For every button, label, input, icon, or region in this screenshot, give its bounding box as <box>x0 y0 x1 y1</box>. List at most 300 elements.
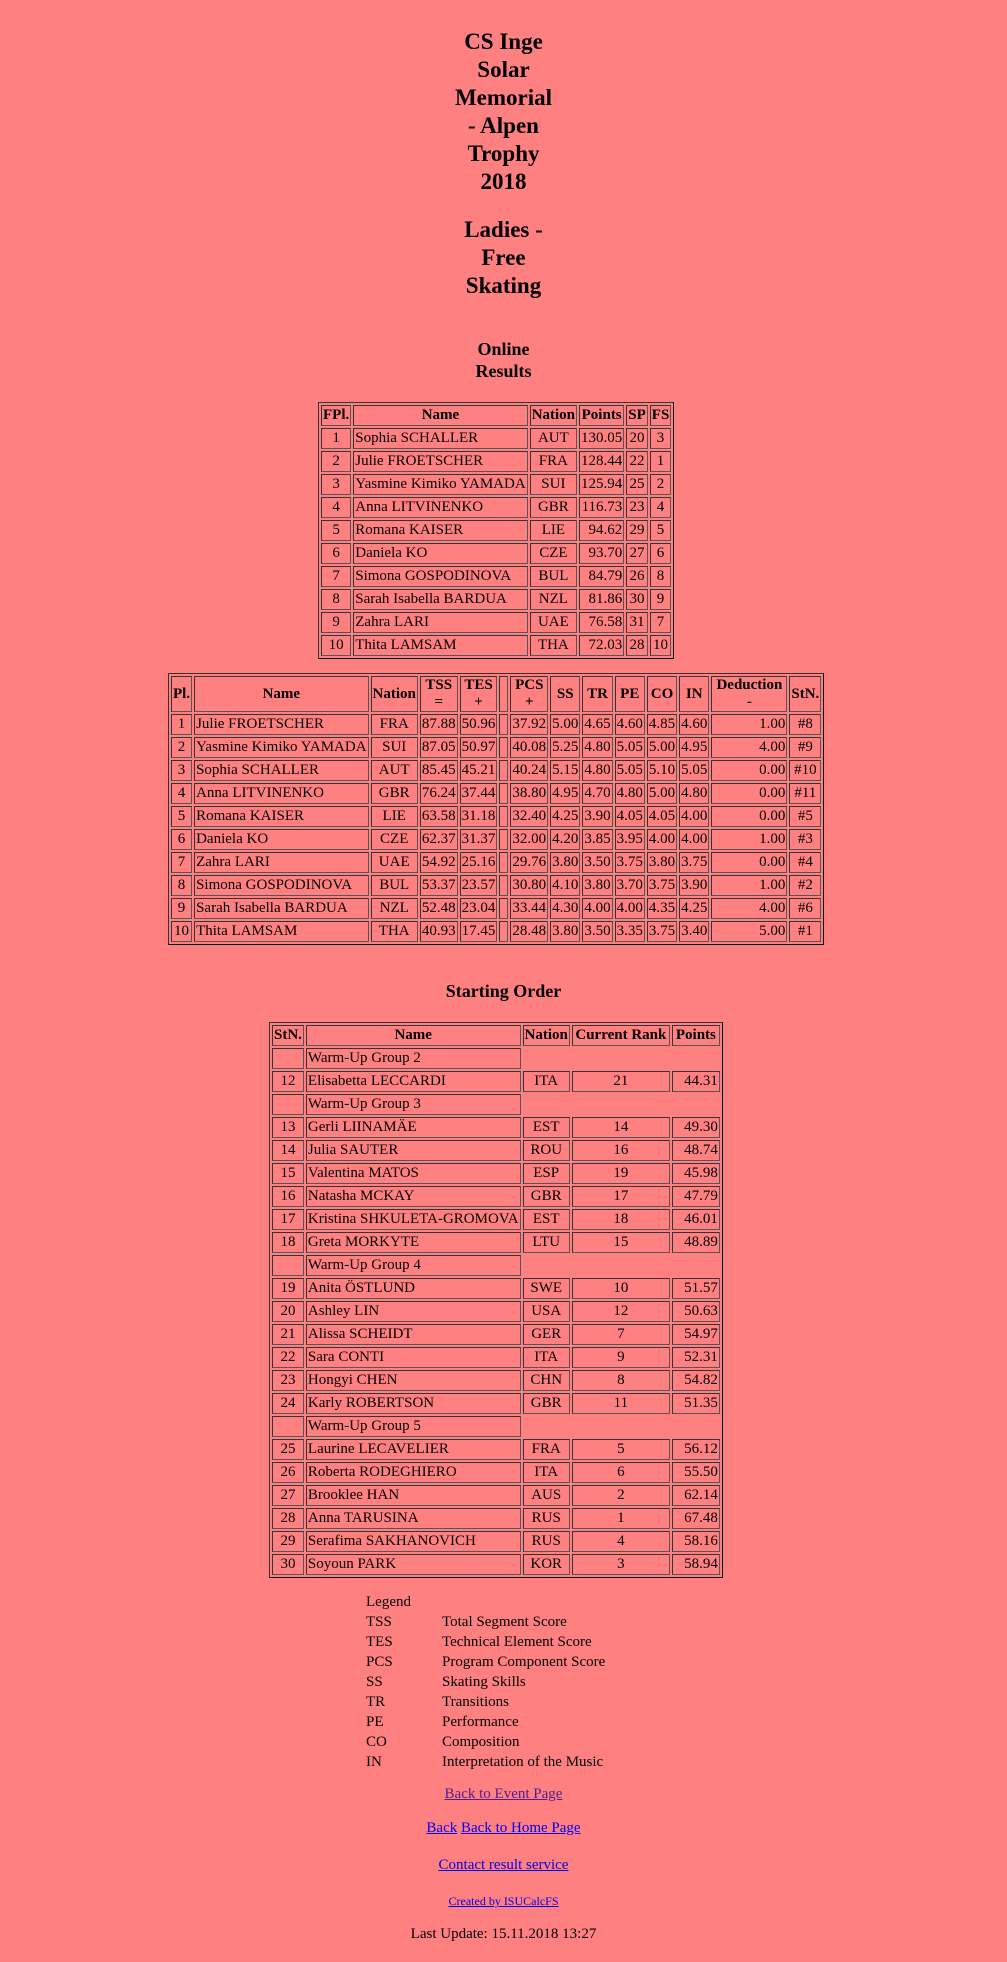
detail-cell: 4.00 <box>711 737 787 758</box>
order-cell: LTU <box>523 1232 570 1253</box>
detail-cell: 4.05 <box>647 806 677 827</box>
detail-cell: 5.00 <box>550 714 580 735</box>
detail-row <box>171 714 821 735</box>
detail-cell: 3.50 <box>582 921 612 942</box>
detail-cell: 3.80 <box>582 875 612 896</box>
detail-cell: Julie FROETSCHER <box>194 714 368 735</box>
order-cell: 26 <box>272 1462 304 1483</box>
page-title <box>0 28 1007 196</box>
online-cell: Zahra LARI <box>353 612 527 633</box>
detail-cell: 1.00 <box>711 875 787 896</box>
online-cell: 3 <box>650 428 672 449</box>
detail-cell: 1.00 <box>711 829 787 850</box>
online-cell: 128.44 <box>579 451 624 472</box>
order-header-cell: Current Rank <box>572 1025 670 1046</box>
legend-text: Composition <box>442 1734 520 1750</box>
detail-header-cell <box>194 676 368 712</box>
order-cell: 11 <box>572 1393 670 1414</box>
order-row <box>272 1508 720 1529</box>
legend-title: Legend <box>366 1594 411 1610</box>
order-row <box>272 1301 720 1322</box>
order-cell: ESP <box>523 1163 570 1184</box>
detail-cell: 3.50 <box>582 852 612 873</box>
order-cell: Laurine LECAVELIER <box>306 1439 521 1460</box>
online-cell: FRA <box>530 451 577 472</box>
order-cell-empty <box>272 1094 304 1115</box>
detail-cell: 5.00 <box>647 737 677 758</box>
order-cell-empty <box>523 1094 720 1115</box>
online-cell: 4 <box>321 497 351 518</box>
order-cell: Sara CONTI <box>306 1347 521 1368</box>
order-cell: 12 <box>272 1071 304 1092</box>
order-cell: RUS <box>523 1508 570 1529</box>
order-cell-empty <box>272 1255 304 1276</box>
online-row <box>321 428 671 449</box>
detail-cell: 9 <box>171 898 192 919</box>
detail-header-cell <box>679 676 709 712</box>
online-results-heading <box>0 338 1007 382</box>
detail-header-cell <box>582 676 612 712</box>
order-cell: 48.89 <box>672 1232 720 1253</box>
order-row <box>272 1117 720 1138</box>
order-cell: 12 <box>572 1301 670 1322</box>
order-cell: 3 <box>572 1554 670 1575</box>
detail-cell <box>499 875 508 896</box>
detail-header-top: Deduction <box>716 677 783 693</box>
order-row <box>272 1531 720 1552</box>
detail-cell: Yasmine Kimiko YAMADA <box>194 737 368 758</box>
detail-cell: 5.05 <box>615 737 645 758</box>
online-cell: 28 <box>626 635 648 656</box>
detail-cell: 10 <box>171 921 192 942</box>
order-cell: SWE <box>523 1278 570 1299</box>
order-row <box>272 1554 720 1575</box>
online-cell: 94.62 <box>579 520 624 541</box>
detail-cell: 17.45 <box>460 921 498 942</box>
order-cell: 15 <box>572 1232 670 1253</box>
order-cell: 14 <box>572 1117 670 1138</box>
detail-cell: 40.08 <box>510 737 548 758</box>
order-cell: Valentina MATOS <box>306 1163 521 1184</box>
order-cell: 18 <box>272 1232 304 1253</box>
detail-cell: 45.21 <box>460 760 498 781</box>
detail-cell <box>499 714 508 735</box>
order-cell: ITA <box>523 1462 570 1483</box>
detail-header-bottom: + <box>474 694 483 710</box>
order-row <box>272 1439 720 1460</box>
online-cell: 1 <box>650 451 672 472</box>
online-cell: 93.70 <box>579 543 624 564</box>
online-cell: 8 <box>321 589 351 610</box>
detail-cell: 87.05 <box>420 737 458 758</box>
order-cell: 45.98 <box>672 1163 720 1184</box>
legend-abbr: TSS <box>366 1614 392 1630</box>
detail-header-cell <box>420 676 458 712</box>
order-row <box>272 1485 720 1506</box>
online-cell: 130.05 <box>579 428 624 449</box>
detail-cell: 7 <box>171 852 192 873</box>
detail-header-top: IN <box>685 685 703 702</box>
detail-cell: Romana KAISER <box>194 806 368 827</box>
score-detail-table <box>168 673 824 945</box>
online-header-cell: SP <box>626 405 648 426</box>
detail-cell: #4 <box>789 852 821 873</box>
detail-cell: 4.30 <box>550 898 580 919</box>
order-cell: 16 <box>572 1140 670 1161</box>
order-cell: 9 <box>572 1347 670 1368</box>
detail-cell <box>499 898 508 919</box>
detail-cell: 4.00 <box>679 806 709 827</box>
legend-abbr: SS <box>366 1674 383 1690</box>
detail-cell: 40.24 <box>510 760 548 781</box>
detail-cell: 4.80 <box>679 783 709 804</box>
subtitle-line: Free <box>481 245 526 270</box>
warmup-group-row <box>272 1094 720 1115</box>
detail-cell: Thita LAMSAM <box>194 921 368 942</box>
legend-abbr: TR <box>366 1694 386 1710</box>
online-cell: 116.73 <box>579 497 624 518</box>
warmup-group-row <box>272 1048 720 1069</box>
detail-cell <box>499 829 508 850</box>
order-row <box>272 1462 720 1483</box>
detail-cell <box>499 783 508 804</box>
order-cell: Gerli LIINAMÄE <box>306 1117 521 1138</box>
detail-cell: 1.00 <box>711 714 787 735</box>
detail-cell: 4.65 <box>582 714 612 735</box>
order-cell: 49.30 <box>672 1117 720 1138</box>
order-row <box>272 1186 720 1207</box>
last-update: Last Update: 15.11.2018 13:27 <box>410 1926 597 1942</box>
online-cell: NZL <box>530 589 577 610</box>
order-cell: GER <box>523 1324 570 1345</box>
detail-cell: 4.80 <box>582 760 612 781</box>
legend-text: Program Component Score <box>442 1654 606 1670</box>
order-cell: 4 <box>572 1531 670 1552</box>
order-cell: 17 <box>572 1186 670 1207</box>
order-cell: 1 <box>572 1508 670 1529</box>
order-row <box>272 1324 720 1345</box>
online-results-table <box>318 402 674 659</box>
order-cell: GBR <box>523 1393 570 1414</box>
legend-item <box>366 1752 605 1772</box>
detail-cell: 50.97 <box>460 737 498 758</box>
detail-row <box>171 783 821 804</box>
detail-cell: 32.40 <box>510 806 548 827</box>
created-by-link[interactable]: Created by ISUCalcFS <box>448 1894 559 1908</box>
back-link[interactable]: Back <box>426 1820 458 1836</box>
online-cell: 30 <box>626 589 648 610</box>
order-cell: ITA <box>523 1347 570 1368</box>
order-cell: 54.82 <box>672 1370 720 1391</box>
warmup-group-row <box>272 1255 720 1276</box>
detail-cell: 31.18 <box>460 806 498 827</box>
online-cell: Romana KAISER <box>353 520 527 541</box>
detail-cell: 4.25 <box>550 806 580 827</box>
order-header-cell: Points <box>672 1025 720 1046</box>
order-cell-empty <box>523 1255 720 1276</box>
legend-abbr: IN <box>366 1754 382 1770</box>
online-cell: 5 <box>650 520 672 541</box>
detail-cell: 87.88 <box>420 714 458 735</box>
order-cell: 54.97 <box>672 1324 720 1345</box>
online-row <box>321 497 671 518</box>
subtitle-line: Ladies - <box>464 217 543 242</box>
order-cell: Roberta RODEGHIERO <box>306 1462 521 1483</box>
online-row <box>321 612 671 633</box>
order-cell: 5 <box>572 1439 670 1460</box>
detail-cell: Sophia SCHALLER <box>194 760 368 781</box>
order-cell: 30 <box>272 1554 304 1575</box>
online-row <box>321 589 671 610</box>
online-row <box>321 566 671 587</box>
detail-row <box>171 898 821 919</box>
detail-header-top: StN. <box>791 685 820 702</box>
segment-title <box>0 216 1007 300</box>
detail-cell: 3.80 <box>550 921 580 942</box>
detail-header-top: TR <box>587 685 608 702</box>
detail-cell: BUL <box>371 875 418 896</box>
detail-cell <box>499 806 508 827</box>
detail-cell: 4.00 <box>679 829 709 850</box>
detail-cell: 4.60 <box>679 714 709 735</box>
detail-cell <box>499 737 508 758</box>
detail-row <box>171 921 821 942</box>
order-cell: Kristina SHKULETA-GROMOVA <box>306 1209 521 1230</box>
online-cell: 23 <box>626 497 648 518</box>
detail-cell: 4.95 <box>550 783 580 804</box>
order-row <box>272 1071 720 1092</box>
order-header-cell: Name <box>306 1025 521 1046</box>
back-to-home-link[interactable]: Back to Home Page <box>461 1820 581 1836</box>
detail-cell: #9 <box>789 737 821 758</box>
detail-cell: Simona GOSPODINOVA <box>194 875 368 896</box>
detail-cell: 40.93 <box>420 921 458 942</box>
detail-cell: 3.75 <box>615 852 645 873</box>
detail-cell: 4.00 <box>647 829 677 850</box>
order-cell: 51.57 <box>672 1278 720 1299</box>
order-cell: 62.14 <box>672 1485 720 1506</box>
detail-header-top: TES <box>464 677 493 693</box>
order-row <box>272 1140 720 1161</box>
detail-cell: AUT <box>371 760 418 781</box>
online-cell: 7 <box>650 612 672 633</box>
order-cell: Natasha MCKAY <box>306 1186 521 1207</box>
detail-cell: 3.90 <box>582 806 612 827</box>
detail-header-cell <box>550 676 580 712</box>
order-cell: 23 <box>272 1370 304 1391</box>
order-cell: Ashley LIN <box>306 1301 521 1322</box>
online-cell: 84.79 <box>579 566 624 587</box>
legend-item <box>366 1672 605 1692</box>
subtitle-line: Skating <box>465 273 542 298</box>
detail-cell: #2 <box>789 875 821 896</box>
title-line: Solar <box>477 57 530 82</box>
online-cell: 26 <box>626 566 648 587</box>
detail-cell: NZL <box>371 898 418 919</box>
order-cell: 10 <box>572 1278 670 1299</box>
online-cell: Julie FROETSCHER <box>353 451 527 472</box>
detail-cell: 25.16 <box>460 852 498 873</box>
order-cell: 14 <box>272 1140 304 1161</box>
detail-cell: 4.35 <box>647 898 677 919</box>
order-cell: ITA <box>523 1071 570 1092</box>
online-cell: 6 <box>650 543 672 564</box>
detail-cell: THA <box>371 921 418 942</box>
detail-cell: 23.57 <box>460 875 498 896</box>
detail-cell: #6 <box>789 898 821 919</box>
online-cell: 22 <box>626 451 648 472</box>
detail-cell: #11 <box>789 783 821 804</box>
detail-cell: 0.00 <box>711 760 787 781</box>
online-cell: 2 <box>650 474 672 495</box>
detail-row <box>171 875 821 896</box>
title-line: - Alpen <box>468 113 539 138</box>
detail-header-bottom: - <box>746 694 752 710</box>
detail-cell: 6 <box>171 829 192 850</box>
order-cell: 44.31 <box>672 1071 720 1092</box>
online-cell: 72.03 <box>579 635 624 656</box>
detail-cell: 0.00 <box>711 852 787 873</box>
legend-item <box>366 1732 605 1752</box>
detail-header-cell <box>789 676 821 712</box>
order-cell: Greta MORKYTE <box>306 1232 521 1253</box>
legend-item <box>366 1632 605 1652</box>
back-to-event-link[interactable]: Back to Event Page <box>444 1786 563 1802</box>
order-header-cell: Nation <box>523 1025 570 1046</box>
online-cell: LIE <box>530 520 577 541</box>
detail-cell: 4 <box>171 783 192 804</box>
detail-cell: 5.00 <box>647 783 677 804</box>
online-header-cell: Points <box>579 405 624 426</box>
detail-cell: 23.04 <box>460 898 498 919</box>
order-cell: GBR <box>523 1186 570 1207</box>
detail-cell: 3.70 <box>615 875 645 896</box>
detail-cell: 62.37 <box>420 829 458 850</box>
legend-text: Transitions <box>442 1694 509 1710</box>
detail-cell: 5.10 <box>647 760 677 781</box>
detail-header-cell <box>510 676 548 712</box>
online-cell: Thita LAMSAM <box>353 635 527 656</box>
order-cell: 46.01 <box>672 1209 720 1230</box>
back-event-row <box>0 1786 1007 1803</box>
warmup-group-label: Warm-Up Group 3 <box>306 1094 521 1115</box>
order-cell: 28 <box>272 1508 304 1529</box>
online-cell: SUI <box>530 474 577 495</box>
detail-cell: SUI <box>371 737 418 758</box>
order-cell: 21 <box>272 1324 304 1345</box>
online-cell: Sophia SCHALLER <box>353 428 527 449</box>
detail-cell: 50.96 <box>460 714 498 735</box>
order-cell: RUS <box>523 1531 570 1552</box>
detail-cell: Daniela KO <box>194 829 368 850</box>
detail-cell: 3.75 <box>647 875 677 896</box>
online-cell: UAE <box>530 612 577 633</box>
detail-cell: #1 <box>789 921 821 942</box>
order-cell: 18 <box>572 1209 670 1230</box>
detail-cell: 3.90 <box>679 875 709 896</box>
order-cell: KOR <box>523 1554 570 1575</box>
online-cell: 10 <box>650 635 672 656</box>
detail-cell: 63.58 <box>420 806 458 827</box>
order-row <box>272 1209 720 1230</box>
online-cell: 4 <box>650 497 672 518</box>
detail-cell: 3.95 <box>615 829 645 850</box>
order-cell: 55.50 <box>672 1462 720 1483</box>
detail-cell: Anna LITVINENKO <box>194 783 368 804</box>
detail-cell: 3.80 <box>550 852 580 873</box>
detail-cell: 4.00 <box>711 898 787 919</box>
detail-header-top: Name <box>262 685 301 702</box>
detail-header-cell <box>615 676 645 712</box>
starting-order-table <box>269 1022 723 1578</box>
title-line: 2018 <box>480 169 527 194</box>
online-cell: 3 <box>321 474 351 495</box>
order-cell: 27 <box>272 1485 304 1506</box>
detail-cell: 0.00 <box>711 783 787 804</box>
online-header-cell: FS <box>650 405 672 426</box>
starting-order-heading: Starting Order <box>445 981 562 1001</box>
order-cell: EST <box>523 1209 570 1230</box>
detail-row <box>171 806 821 827</box>
order-cell: 16 <box>272 1186 304 1207</box>
detail-header-top: CO <box>650 685 674 702</box>
detail-cell: 28.48 <box>510 921 548 942</box>
detail-cell: GBR <box>371 783 418 804</box>
detail-cell: 8 <box>171 875 192 896</box>
legend-abbr: TES <box>366 1634 393 1650</box>
online-line: Results <box>475 361 532 381</box>
detail-cell: 76.24 <box>420 783 458 804</box>
online-cell: 9 <box>321 612 351 633</box>
online-cell: 29 <box>626 520 648 541</box>
detail-header-cell <box>647 676 677 712</box>
legend <box>366 1592 605 1772</box>
order-cell-empty <box>523 1048 720 1069</box>
detail-row <box>171 760 821 781</box>
contact-result-service-link[interactable]: Contact result service <box>438 1857 569 1873</box>
online-line: Online <box>477 339 530 359</box>
legend-abbr: PCS <box>366 1654 393 1670</box>
order-header-cell: StN. <box>272 1025 304 1046</box>
online-cell: 25 <box>626 474 648 495</box>
detail-cell: 38.80 <box>510 783 548 804</box>
back-home-row <box>0 1820 1007 1837</box>
detail-cell: 4.20 <box>550 829 580 850</box>
detail-cell: 1 <box>171 714 192 735</box>
detail-cell: 4.00 <box>615 898 645 919</box>
legend-item <box>366 1712 605 1732</box>
order-cell: 52.31 <box>672 1347 720 1368</box>
order-cell: Hongyi CHEN <box>306 1370 521 1391</box>
order-row <box>272 1278 720 1299</box>
online-row <box>321 635 671 656</box>
detail-cell: 3.35 <box>615 921 645 942</box>
detail-row <box>171 737 821 758</box>
detail-cell: #8 <box>789 714 821 735</box>
detail-cell: 5.00 <box>711 921 787 942</box>
online-cell: Anna LITVINENKO <box>353 497 527 518</box>
order-cell: Brooklee HAN <box>306 1485 521 1506</box>
detail-cell: 2 <box>171 737 192 758</box>
order-cell: 21 <box>572 1071 670 1092</box>
detail-cell: 37.92 <box>510 714 548 735</box>
order-cell: 19 <box>272 1278 304 1299</box>
detail-cell: 29.76 <box>510 852 548 873</box>
warmup-group-row <box>272 1416 720 1437</box>
title-line: Trophy <box>467 141 540 166</box>
order-cell: AUS <box>523 1485 570 1506</box>
online-cell: GBR <box>530 497 577 518</box>
